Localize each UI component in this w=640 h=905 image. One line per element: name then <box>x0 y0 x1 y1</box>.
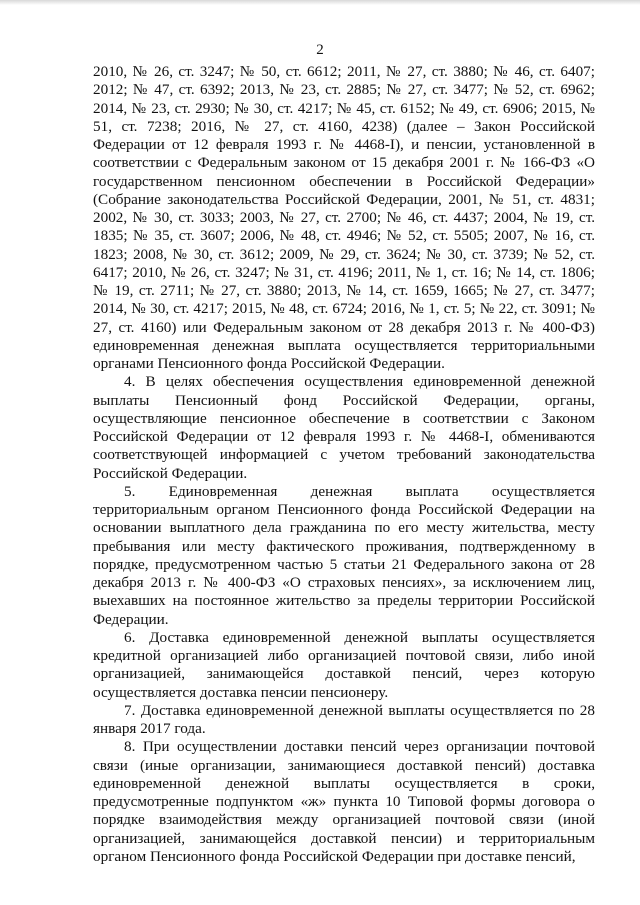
paragraph-item-8: 8. При осуществлении доставки пенсий через организации почтовой связи (иные организации, занимающиеся доставкой пенсий) доставка единовременной денежной выплаты осуществляется в сроки, предусмотренные подпунктом «ж» пункта 10 Типовой формы договора о порядке взаимодействия между организацией почтовой связи (иной организацией, занимающейся доставкой пенсии) и территориальным органом Пенсионного фонда Российской Федерации при доставке пенсий, <box>93 738 595 865</box>
paragraph-item-7: 7. Доставка единовременной денежной выплаты осуществляется по 28 января 2017 года. <box>93 701 595 737</box>
document-body <box>93 63 595 866</box>
paragraph-continuation: 2010, № 26, ст. 3247; № 50, ст. 6612; 2011, № 27, ст. 3880; № 46, ст. 6407; 2012; № 47, ст. 6392; 2013, № 23, ст. 2885; № 27, ст. 3477; № 52, ст. 6962; 2014, № 23, ст. 2930; № 30, ст. 4217; № 45, ст. 6152; № 49, ст. 6906; 2015, № 51, ст. 7238; 2016, № 27, ст. 4160, 4238) (далее – Закон Российской Федерации от 12 февраля 1993 г. № 4468-I), и пенсии, установленной в соответствии с Федеральным законом от 15 декабря 2001 г. № 166-ФЗ «О государственном пенсионном обеспечении в Российской Федерации» (Собрание законодательства Российской Федерации, 2001, № 51, ст. 4831; 2002, № 30, ст. 3033; 2003, № 27, ст. 2700; № 46, ст. 4437; 2004, № 19, ст. 1835; № 35, ст. 3607; 2006, № 48, ст. 4946; № 52, ст. 5505; 2007, № 16, ст. 1823; 2008, № 30, ст. 3612; 2009, № 29, ст. 3624; № 30, ст. 3739; № 52, ст. 6417; 2010, № 26, ст. 3247; № 31, ст. 4196; 2011, № 1, ст. 16; № 14, ст. 1806; № 19, ст. 2711; № 27, ст. 3880; 2013, № 14, ст. 1659, 1665; № 27, ст. 3477; 2014, № 30, ст. 4217; 2015, № 48, ст. 6724; 2016, № 1, ст. 5; № 22, ст. 3091; № 27, ст. 4160) или Федеральным законом от 28 декабря 2013 г. № 400-ФЗ) единовременная денежная выплата осуществляется территориальными органами Пенсионного фонда Российской Федерации. <box>93 63 595 372</box>
paragraph-item-5: 5. Единовременная денежная выплата осуществляется территориальным органом Пенсионного фонда Российской Федерации на основании выплатного дела гражданина по его месту жительства, месту пребывания или месту фактического проживания, подтвержденному в порядке, предусмотренном частью 5 статьи 21 Федерального закона от 28 декабря 2013 г. № 400-ФЗ «О страховых пенсиях», за исключением лиц, выехавших на постоянное жительство за пределы территории Российской Федерации. <box>93 482 595 628</box>
paragraph-item-6: 6. Доставка единовременной денежной выплаты осуществляется кредитной организацией либо организацией почтовой связи, либо иной организацией, занимающейся доставкой пенсий, через которую осуществляется доставка пенсии пенсионеру. <box>93 628 595 701</box>
paragraph-item-4: 4. В целях обеспечения осуществления единовременной денежной выплаты Пенсионный фонд Российской Федерации, органы, осуществляющие пенсионное обеспечение в соответствии с Законом Российской Федерации от 12 февраля 1993 г. № 4468-I, обмениваются соответствующей информацией с учетом требований законодательства Российской Федерации. <box>93 373 595 482</box>
page-number: 2 <box>316 42 324 58</box>
